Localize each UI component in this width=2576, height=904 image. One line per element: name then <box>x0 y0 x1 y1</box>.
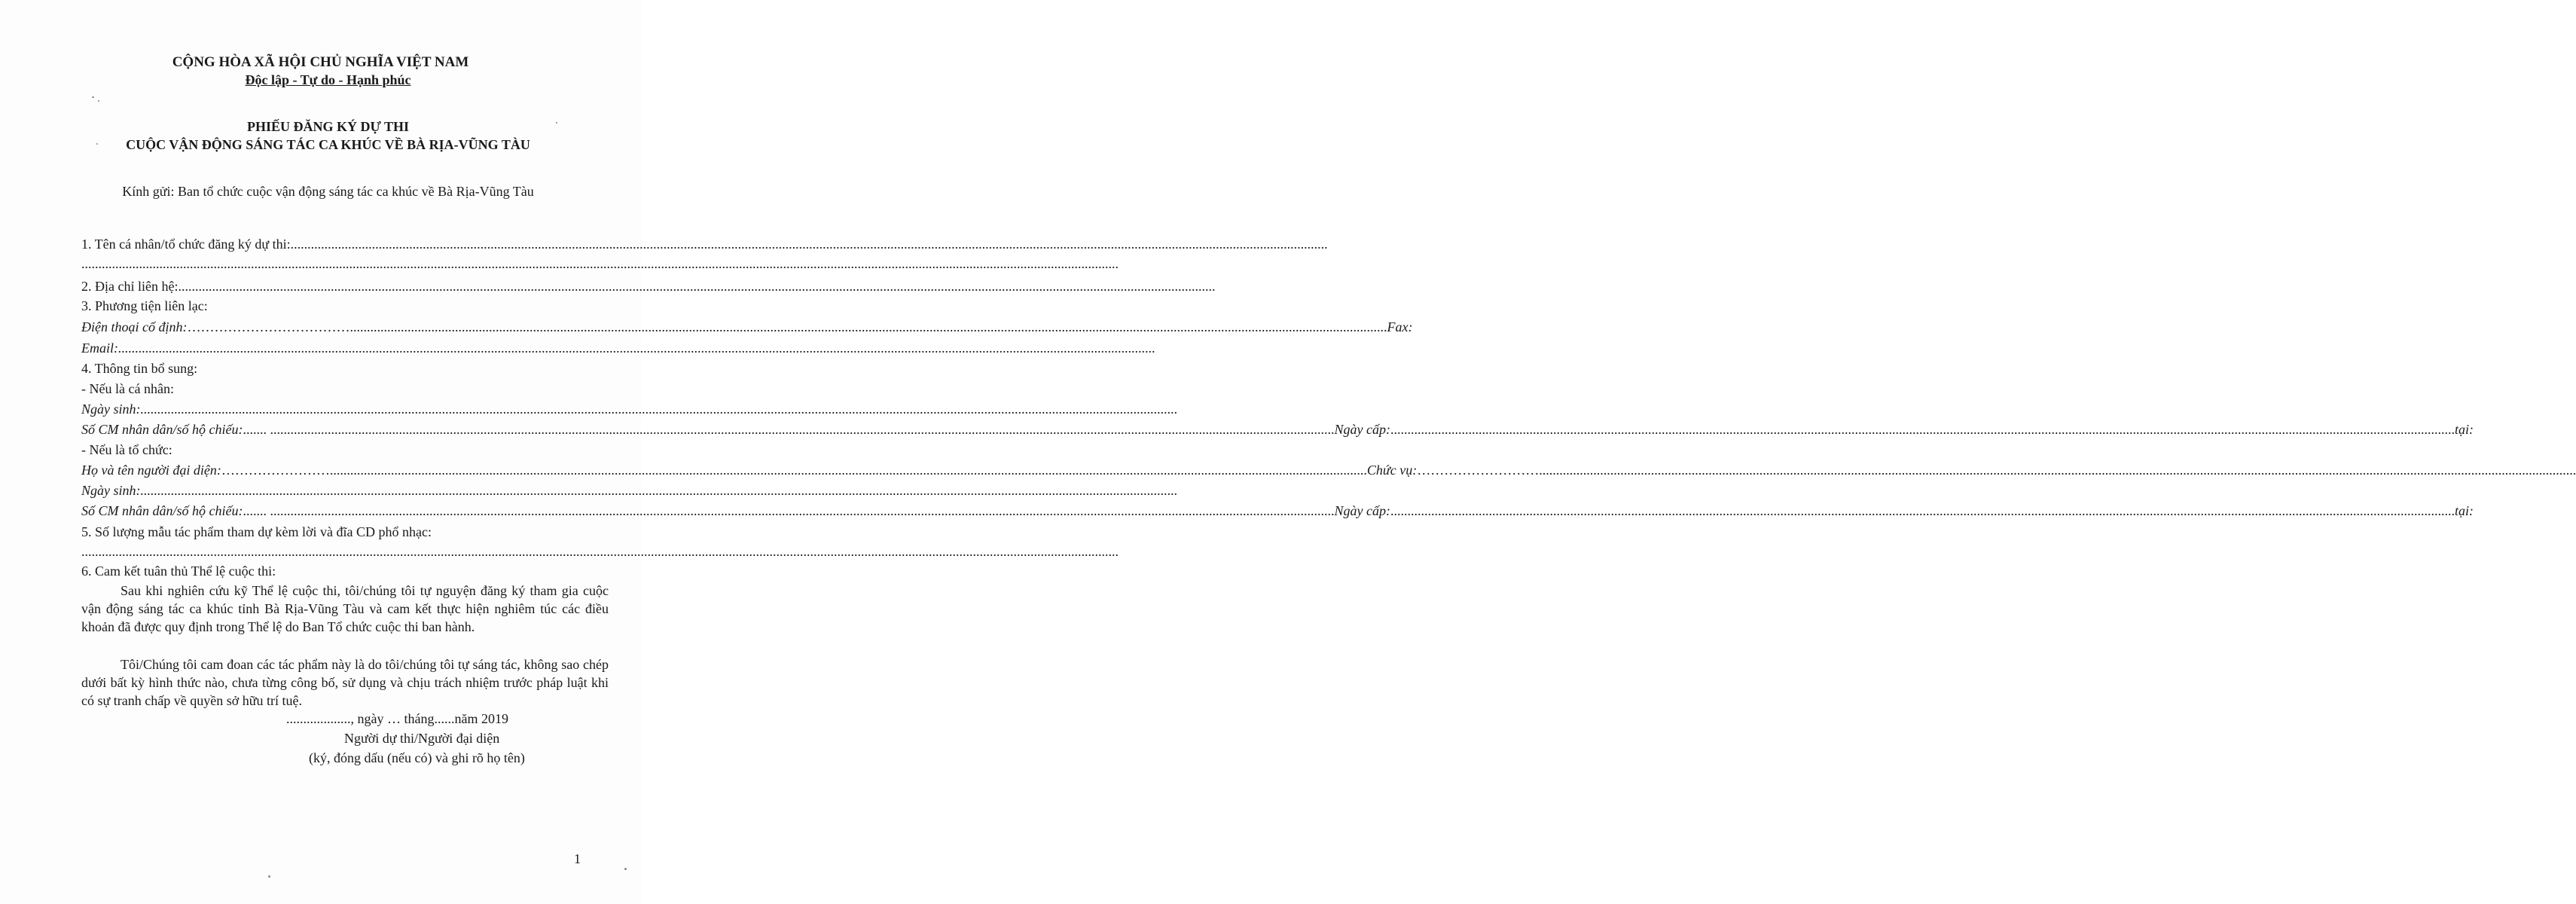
country-name: CỘNG HÒA XÃ HỘI CHỦ NGHĨA VIỆT NAM <box>172 54 469 70</box>
field-name-row <box>81 235 606 253</box>
field-address-label: 2. Địa chỉ liên hệ: <box>81 279 179 294</box>
field-additional-label: 4. Thông tin bổ sung: <box>81 361 198 376</box>
representative-dots[interactable]: …………………… ..... <box>221 461 1367 479</box>
field-commitment-row <box>81 562 606 580</box>
field-contact-label: 3. Phương tiện liên lạc: <box>81 298 208 313</box>
issue-date-label: Ngày cấp: <box>1334 422 1390 437</box>
signer-title: Người dự thi/Người đại diện <box>344 731 500 746</box>
fax-label: Fax: <box>1387 319 1413 334</box>
representative-name-label: Họ và tên người đại diện: <box>81 463 221 478</box>
issue-date2-dots[interactable]: ........ ..... <box>1390 502 2455 520</box>
dob2-fill-line[interactable] <box>141 481 1178 499</box>
dob-fill-line[interactable] <box>141 400 1178 418</box>
form-subtitle: CUỘC VẬN ĐỘNG SÁNG TÁC CA KHÚC VỀ BÀ RỊA-VŨNG TÀU <box>126 137 530 152</box>
addressee-line: Kính gửi: Ban tổ chức cuộc vận động sáng tác ca khúc về Bà Rịa-Vũng Tàu <box>122 184 534 199</box>
id2-label: Số CM nhân dân/số hộ chiếu: <box>81 503 243 518</box>
field-quantity-label: 5. Số lượng mẫu tác phẩm tham dự kèm lời và đĩa CD phổ nhạc: <box>81 524 432 539</box>
national-motto: Độc lập - Tự do - Hạnh phúc <box>245 72 411 87</box>
scan-speck <box>268 875 270 878</box>
email-label: Email: <box>81 341 118 356</box>
individual-heading-row <box>81 380 606 398</box>
organization-heading: - Nếu là tổ chức: <box>81 442 172 457</box>
commitment-paragraph-1: Sau khi nghiên cứu kỹ Thể lệ cuộc thi, tôi/chúng tôi tự nguyện đăng ký tham gia cuộc vận động sáng tác ca khúc tỉnh Bà Rịa-Vũng Tàu và cam kết thực hiện nghiêm túc các điều khoản đã được quy định trong Thể lệ do Ban Tổ chức cuộc thi ban hành. <box>81 583 609 634</box>
field-address-fill-line[interactable] <box>178 277 1215 295</box>
dob-label: Ngày sinh: <box>81 402 141 417</box>
field-commitment-label: 6. Cam kết tuân thủ Thể lệ cuộc thi: <box>81 563 276 579</box>
field-email-row <box>81 339 606 357</box>
email-fill-line[interactable] <box>118 339 1155 357</box>
field-name-label: 1. Tên cá nhân/tổ chức đăng ký dự thi: <box>81 237 291 252</box>
organization-id-row <box>81 502 2474 520</box>
field-quantity-row <box>81 523 606 541</box>
phone-dots[interactable]: ……………………………… ..... <box>187 318 1387 336</box>
field-name-continuation-row <box>81 255 578 273</box>
signature-date-line: ..................., ngày … tháng......năm 2019 <box>286 711 508 726</box>
individual-heading: - Nếu là cá nhân: <box>81 381 174 396</box>
issue-place2-label: tại: <box>2454 503 2474 518</box>
dob2-label: Ngày sinh: <box>81 483 141 498</box>
scan-speck <box>624 868 627 870</box>
commitment-paragraph-2: Tôi/Chúng tôi cam đoan các tác phẩm này là do tôi/chúng tôi tự sáng tác, không sao chép dưới bất kỳ hình thức nào, chưa từng công bố, sử dụng và chịu trách nhiệm trước pháp luật khi có sự tranh chấp về quyền sở hữu trí tuệ. <box>81 657 609 708</box>
scan-speck <box>98 100 99 102</box>
page-number: 1 <box>574 851 581 866</box>
signature-note: (ký, đóng dấu (nếu có) và ghi rõ họ tên) <box>309 750 525 765</box>
individual-id-row <box>81 420 2474 438</box>
field-contact-row <box>81 297 606 315</box>
position-dots[interactable]: ……………………… ..... <box>1417 461 2576 479</box>
scan-speck <box>92 96 94 98</box>
field-phone-fax-row <box>81 318 1413 336</box>
position-label: Chức vụ: <box>1366 463 1418 478</box>
field-quantity-fill-row <box>81 542 578 560</box>
field-additional-row <box>81 359 606 377</box>
field-address-row <box>81 277 606 295</box>
id-dots[interactable]: ....... ........ ..... <box>243 420 1334 438</box>
organization-dob-row <box>81 481 606 499</box>
issue-date2-label: Ngày cấp: <box>1334 503 1390 518</box>
field-name-fill-line-2[interactable] <box>81 255 1119 273</box>
phone-label: Điện thoại cố định: <box>81 319 188 334</box>
id-label: Số CM nhân dân/số hộ chiếu: <box>81 422 243 437</box>
individual-dob-row <box>81 400 606 418</box>
organization-heading-row <box>81 441 606 459</box>
field-quantity-fill-line[interactable] <box>81 542 1119 560</box>
issue-place-label: tại: <box>2454 422 2474 437</box>
field-name-fill-line[interactable] <box>291 235 1328 253</box>
issue-date-dots[interactable]: ........ ..... <box>1390 420 2455 438</box>
id2-dots[interactable]: ....... ........ ..... <box>243 502 1334 520</box>
representative-row <box>81 461 1540 479</box>
form-title: PHIẾU ĐĂNG KÝ DỰ THI <box>246 119 409 134</box>
